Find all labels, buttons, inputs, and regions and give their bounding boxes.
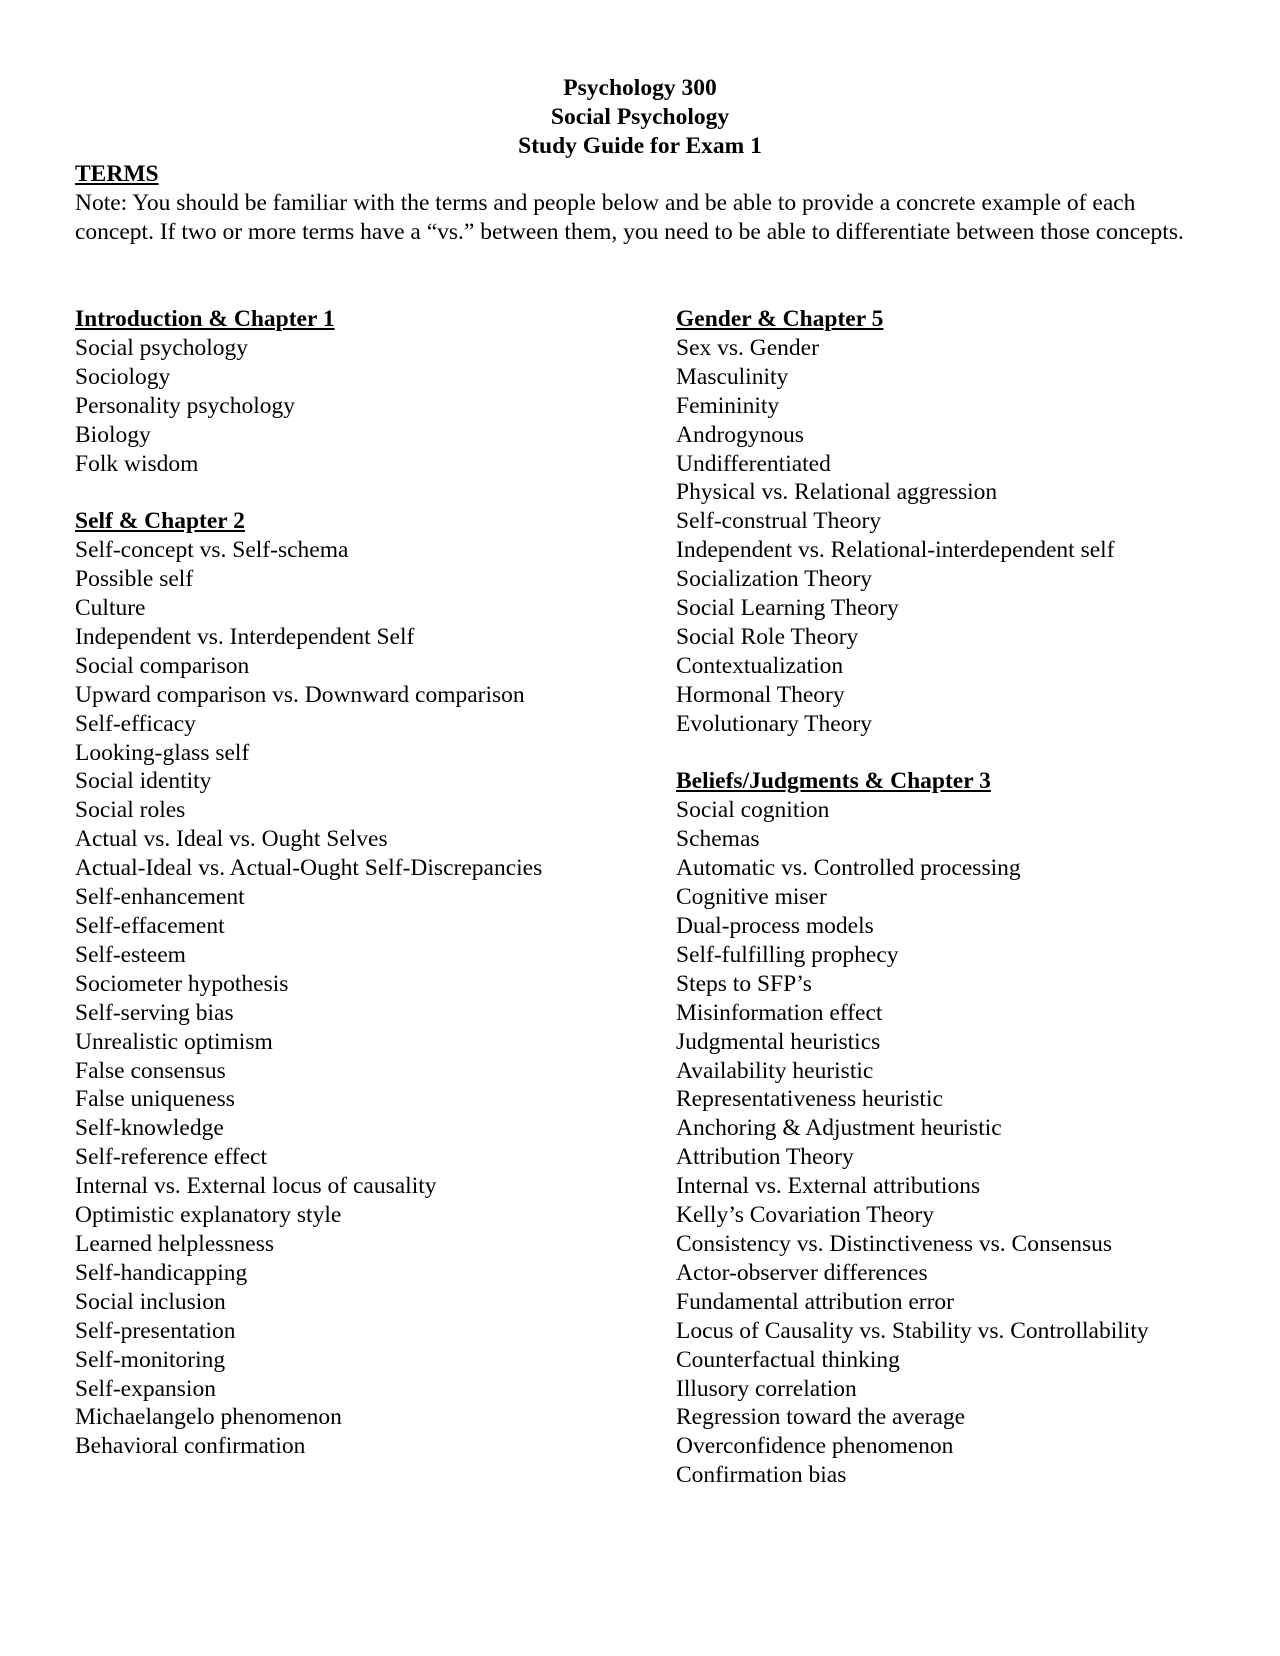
course-title: Psychology 300 [563, 75, 717, 101]
term-item: Self-esteem [75, 941, 186, 968]
term-item: Possible self [75, 566, 194, 593]
term-item: Actual vs. Ideal vs. Ought Selves [75, 826, 388, 853]
term-item: Social Role Theory [676, 623, 859, 650]
term-item: Biology [75, 421, 151, 448]
term-item: Sociology [75, 363, 171, 390]
term-item: Independent vs. Interdependent Self [75, 623, 415, 650]
section-title: Introduction & Chapter 1 [75, 306, 335, 332]
term-item: Self-concept vs. Self-schema [75, 537, 349, 564]
term-item: False uniqueness [75, 1086, 235, 1113]
term-item: Judgmental heuristics [676, 1028, 881, 1055]
term-item: Cognitive miser [676, 884, 827, 911]
term-item: Kelly’s Covariation Theory [676, 1202, 935, 1229]
term-item: Self-handicapping [75, 1259, 248, 1286]
term-item: Independent vs. Relational-interdependent self [676, 537, 1115, 564]
term-item: Behavioral confirmation [75, 1433, 306, 1460]
term-section [676, 305, 1149, 739]
section-title: Gender & Chapter 5 [676, 306, 884, 332]
term-item: Self-presentation [75, 1317, 236, 1344]
term-item: Illusory correlation [676, 1375, 857, 1402]
term-item: Unrealistic optimism [75, 1028, 273, 1055]
term-item: Self-serving bias [75, 999, 234, 1026]
term-item: Learned helplessness [75, 1230, 275, 1257]
term-item: False consensus [75, 1057, 226, 1084]
term-item: Socialization Theory [676, 566, 872, 593]
term-item: Optimistic explanatory style [75, 1202, 342, 1229]
term-item: Folk wisdom [75, 450, 199, 477]
terms-block [75, 160, 1195, 247]
term-item: Representativeness heuristic [676, 1086, 943, 1113]
term-item: Michaelangelo phenomenon [75, 1404, 342, 1431]
term-item: Consistency vs. Distinctiveness vs. Consensus [676, 1230, 1113, 1257]
term-item: Self-enhancement [75, 884, 245, 911]
term-item: Anchoring & Adjustment heuristic [676, 1115, 1002, 1142]
term-item: Misinformation effect [676, 999, 883, 1026]
term-section [75, 507, 542, 1461]
term-item: Undifferentiated [676, 450, 831, 477]
term-item: Self-efficacy [75, 710, 196, 737]
term-item: Overconfidence phenomenon [676, 1433, 954, 1460]
term-item: Attribution Theory [676, 1144, 854, 1171]
term-item: Availability heuristic [676, 1057, 874, 1084]
term-item: Social roles [75, 797, 186, 824]
term-item: Femininity [676, 392, 780, 419]
subject-title: Social Psychology [550, 104, 730, 130]
term-item: Androgynous [676, 421, 804, 448]
term-item: Personality psychology [75, 392, 295, 419]
section-title: Beliefs/Judgments & Chapter 3 [676, 768, 991, 795]
term-item: Internal vs. External attributions [676, 1173, 981, 1200]
term-item: Looking-glass self [75, 739, 250, 766]
term-item: Self-reference effect [75, 1144, 267, 1171]
term-item: Internal vs. External locus of causality [75, 1173, 437, 1200]
term-item: Self-expansion [75, 1375, 216, 1402]
term-item: Regression toward the average [676, 1404, 966, 1431]
term-item: Culture [75, 595, 146, 622]
term-item: Social cognition [676, 797, 830, 824]
term-item: Social identity [75, 768, 212, 795]
term-section [676, 767, 1149, 1490]
term-item: Self-construal Theory [676, 508, 882, 535]
term-item: Social inclusion [75, 1288, 226, 1315]
term-item: Counterfactual thinking [676, 1346, 900, 1373]
document-header [0, 74, 1280, 161]
term-item: Actual-Ideal vs. Actual-Ought Self-Discrepancies [75, 855, 543, 882]
term-item: Hormonal Theory [676, 681, 845, 708]
term-item: Physical vs. Relational aggression [676, 479, 998, 506]
term-item: Self-knowledge [75, 1115, 224, 1142]
term-item: Masculinity [676, 363, 789, 390]
guide-title: Study Guide for Exam 1 [518, 133, 762, 159]
term-item: Social Learning Theory [676, 595, 899, 622]
term-item: Fundamental attribution error [676, 1288, 955, 1315]
term-item: Confirmation bias [676, 1462, 847, 1489]
term-item: Contextualization [676, 652, 844, 679]
term-section [75, 305, 542, 478]
left-column [75, 305, 542, 1490]
term-item: Steps to SFP’s [676, 970, 812, 997]
term-item: Sex vs. Gender [676, 334, 819, 361]
term-item: Locus of Causality vs. Stability vs. Controllability [676, 1317, 1149, 1344]
term-item: Social psychology [75, 334, 248, 361]
term-item: Evolutionary Theory [676, 710, 873, 737]
term-item: Schemas [676, 826, 760, 853]
term-item: Social comparison [75, 652, 250, 679]
term-item: Sociometer hypothesis [75, 970, 289, 997]
term-item: Upward comparison vs. Downward comparison [75, 681, 525, 708]
term-item: Dual-process models [676, 913, 874, 940]
terms-note: Note: You should be familiar with the terms and people below and be able to provide a concrete example of each concept. If two or more terms have a “vs.” between them, you need to be able to differentiate between those concepts. [75, 189, 1184, 245]
right-column [676, 305, 1149, 1519]
term-item: Self-monitoring [75, 1346, 226, 1373]
term-item: Self-fulfilling prophecy [676, 941, 899, 968]
terms-heading: TERMS [75, 161, 159, 187]
term-item: Actor-observer differences [676, 1259, 928, 1286]
term-item: Self-effacement [75, 913, 225, 940]
section-title: Self & Chapter 2 [75, 508, 245, 535]
term-item: Automatic vs. Controlled processing [676, 855, 1021, 882]
